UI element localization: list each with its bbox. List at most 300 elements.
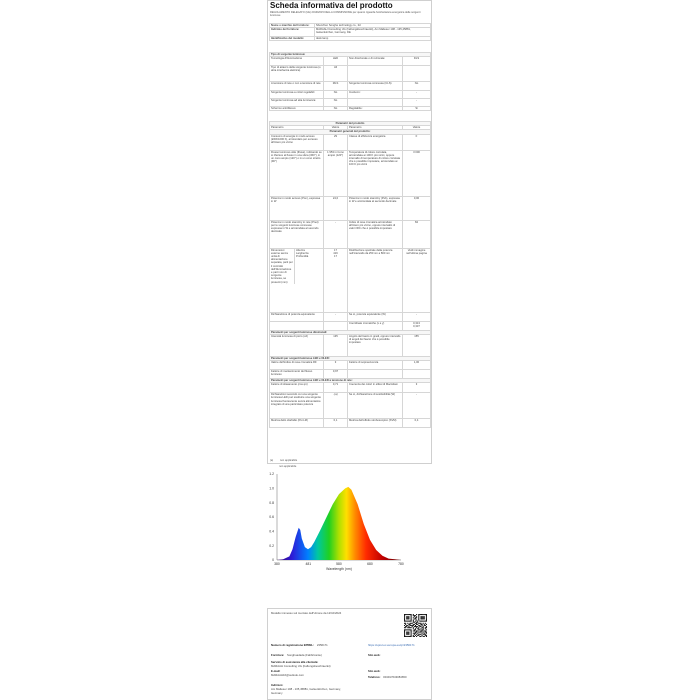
qr-module [420,621,421,622]
param-label2: Potenza in modo stand-by (Psb), espressa in W e arrotondata al secondo decimale [348,196,403,220]
led-value2: 1,00 [403,361,431,370]
qr-module [416,627,417,628]
qr-module [407,633,408,634]
qr-module [413,624,414,625]
qr-module [408,629,409,630]
qr-module [420,623,421,624]
qr-module [406,633,407,634]
qr-module [413,619,414,620]
qr-module [411,618,412,619]
mains-value: 0,1 [324,419,348,428]
chromaticity-y: 0,337 [413,324,420,328]
qr-module [405,627,406,628]
phone-row [368,676,407,679]
mains-value2: 0,4 [403,419,431,428]
qr-module [419,629,420,630]
qr-module [425,630,426,631]
qr-module [406,618,407,619]
qr-module [423,627,424,628]
x-ticks [274,562,404,566]
qr-module [424,618,425,619]
qr-module [423,617,424,618]
qr-module [406,632,407,633]
qr-module [414,616,415,617]
qr-module [417,622,418,623]
qr-module [424,621,425,622]
table-row [270,150,431,196]
email-label: E-mail: [271,669,281,673]
directional-label: Intensità luminosa di picco (cd) [270,334,324,356]
qr-module [409,627,410,628]
qr-module [411,615,412,616]
email-value[interactable]: MARAAH16@outlook.com [271,673,304,677]
supplier-name-label: Nome o marchio del fornitore: [270,24,315,28]
ls-value2-5: Si [403,107,431,111]
qr-module [405,629,406,630]
table-row [270,248,431,312]
qr-module [413,615,414,616]
qr-module [423,621,424,622]
qr-module [426,636,427,637]
qr-module [411,621,412,622]
qr-module [426,621,427,622]
qr-module [417,635,418,636]
qr-module [415,632,416,633]
qr-module [404,619,405,620]
qr-module [411,614,412,615]
qr-module [418,619,419,620]
param-value: - [324,220,348,248]
qr-module [411,634,412,635]
qr-module [414,634,415,635]
qr-module [423,614,424,615]
table-row [270,82,431,91]
qr-module [415,615,416,616]
qr-module [408,624,409,625]
equivalent-label2: Se sì, potenza equivalente (W) [348,312,403,321]
qr-module [404,632,405,633]
brand-row [271,654,322,657]
x-tick-label: 680 [367,562,373,566]
qr-module [415,623,416,624]
qr-module [407,629,408,630]
qr-module [416,636,417,637]
y-tick-label: 0.4 [269,529,274,534]
qr-module [420,632,421,633]
qr-module [408,632,409,633]
supplier-name-value: Shenzhen Songhe technology co., ltd [315,24,431,28]
qr-module [425,625,426,626]
qr-module [420,630,421,631]
qr-module [422,630,423,631]
qr-module [416,619,417,620]
directional-value: 135 [324,334,348,356]
qr-module [418,635,419,636]
param-value: 29 [324,134,348,150]
y-tick-label: 1.2 [269,472,274,477]
qr-module [416,624,417,625]
qr-module [406,634,407,635]
qr-module [411,617,412,618]
ls-label2-0: Non direzionale o di rezionale: [348,57,403,66]
column-header: Parametro [270,126,324,130]
ls-label-3: Sorgente luminosa a colori regolabili [270,91,324,99]
column-header: Valore [324,126,348,130]
qr-module [409,624,410,625]
qr-module [420,634,421,635]
dimensions-label: Dimensioni esterne senza unità di alimentazione separata, parti per il controllo dell'illuminazione e parti non di sorgente luminosa, se presenti (mm) [270,249,295,284]
qr-module [409,623,410,624]
ls-label2-5: Regolabile: [348,107,403,111]
qr-module [404,627,405,628]
qr-module [424,624,425,625]
table-row [270,321,431,330]
qr-module [424,625,425,626]
ls-label2-2: Sorgente luminosa connessa (CLS): [348,82,403,91]
qr-module [419,636,420,637]
table-row [270,134,431,150]
qr-module [408,621,409,622]
qr-module [426,633,427,634]
ls-value-2: MLS [324,82,348,91]
qr-module [407,618,408,619]
qr-module [418,632,419,633]
qr-module [422,618,423,619]
qr-module [406,614,407,615]
qr-module [422,625,423,626]
qr-module [411,619,412,620]
service-value: MARAAH Consulting UG (haftungsbeschraenkt) [271,664,331,668]
qr-module [420,628,421,629]
qr-module [418,614,419,615]
qr-module [424,616,425,617]
qr-module [404,621,405,622]
qr-module [419,634,420,635]
qr-module [424,636,425,637]
ls-label-2: A tensione di rete o non a tensione di rete [270,82,324,91]
table-row [270,334,431,356]
depth-label: Profondità [296,255,309,259]
y-tick-label: 0 [272,558,274,563]
general-header: Parametri generali del prodotto: [270,130,431,134]
qr-module [405,626,406,627]
param-label: Flusso luminoso utile (Φuse), indicando se si riferisce al flusso in una sfera (360°), in un cono ampio (120°) o in un cono stretto (90°) [270,150,324,196]
equivalent-label: Dichiarazione di potenza equivalente [270,312,324,321]
qr-module [419,625,420,626]
light-source-table [269,52,431,111]
ls-value-3: No [324,91,348,99]
reg-label: Numero di registrazione EPREL: [271,643,315,647]
mains-value2: - [403,393,431,419]
qr-module [420,626,421,627]
reg-link[interactable]: https://eprel.ec.europa.eu/qr/2356171 [368,643,415,647]
qr-module [404,636,405,637]
qr-module [419,632,420,633]
qr-module [413,625,414,626]
qr-module [413,630,414,631]
param-value: 1 953 in Cono ampio (120°) [324,150,348,196]
qr-module [415,626,416,627]
qr-module [411,625,412,626]
qr-module [413,614,414,615]
qr-module [404,623,405,624]
qr-module [416,634,417,635]
qr-module [424,630,425,631]
qr-module [418,634,419,635]
qr-module [417,633,418,634]
qr-module [416,617,417,618]
parameters-table [269,121,431,428]
led-label2 [348,370,403,379]
led-value2 [403,370,431,379]
qr-module [426,629,427,630]
parameters-header: Parametri del prodotto [270,122,431,126]
qr-module [414,624,415,625]
qr-module [413,633,414,634]
ls-value2-4: - [403,99,431,107]
x-axis-label: Wavelength (nm) [326,567,352,571]
qr-module [404,633,405,634]
table-row [270,419,431,428]
qr-module [411,632,412,633]
footnote-mark: (a) [270,459,274,462]
model-value: desk lamp [315,37,431,41]
equivalent-value: - [324,312,348,321]
ls-value2-0: DLS [403,57,431,66]
y-tick-label: 0.2 [269,543,274,548]
qr-module [417,630,418,631]
qr-module [422,614,423,615]
qr-module [411,629,412,630]
width-label: Larghezza [296,251,309,255]
param-value2: 3 000 [403,150,431,196]
supplier-address-value: MARAAH Consulting UG (haftungsbeschraenkt), Am Malteser 108 - 135,45881, Gelsenkirchen, Germany, DE [315,28,431,37]
led-header: Parametri per sorgenti luminose LED e OLED: [270,356,431,360]
qr-module [424,614,425,615]
ls-label-4: Sorgente luminosa ad alta luminanza: [270,99,324,107]
qr-module [404,635,405,636]
qr-module [416,622,417,623]
qr-module [409,621,410,622]
qr-module [413,617,414,618]
qr-module [420,624,421,625]
spectral-label: Distribuzione spettrale della potenza nell'intervallo da 250 nm a 800 nm [348,248,403,312]
param-value2: 0,00 [403,196,431,220]
qr-module [419,621,420,622]
qr-module [411,616,412,617]
phone-value: 004917643084650 [383,675,407,679]
qr-module [423,618,424,619]
qr-module [425,614,426,615]
led-value: 3 [324,361,348,370]
qr-module [416,632,417,633]
qr-module [424,633,425,634]
light-source-header: Tipo di sorgente luminosa: [270,53,431,57]
qr-module [404,634,405,635]
qr-module [426,619,427,620]
qr-module [406,616,407,617]
param-value2: F [403,134,431,150]
table-row [270,99,431,107]
qr-module [411,627,412,628]
qr-module [425,621,426,622]
qr-module [420,614,421,615]
qr-module [414,636,415,637]
qr-module [424,617,425,618]
qr-module [417,628,418,629]
qr-module [423,628,424,629]
qr-module [418,623,419,624]
qr-module [418,627,419,628]
qr-module [411,635,412,636]
footnote [270,459,297,462]
addr-label: Indirizzo: [271,683,284,687]
qr-module [404,617,405,618]
qr-module [412,626,413,627]
qr-module [404,615,405,616]
dimensions-cell [270,248,324,312]
mains-header: Parametri per sorgenti luminose LED e OLED a tensione di rete: [270,379,431,383]
qr-module [426,615,427,616]
dimensions-values [324,248,348,312]
qr-module [409,614,410,615]
supplier-table [269,23,431,41]
param-label: Potenza in modo acceso (Pon), espressa in W [270,196,324,220]
y-tick-label: 1.0 [269,486,274,491]
mains-value: 0,71 [324,383,348,393]
table-row [270,370,431,379]
qr-module [418,628,419,629]
table-row [270,107,431,111]
qr-module [407,621,408,622]
qr-module [407,617,408,618]
qr-module [423,616,424,617]
qr-module [405,636,406,637]
chromaticity-values [403,321,431,330]
qr-module [426,614,427,615]
qr-module [419,614,420,615]
qr-module [414,615,415,616]
qr-module [408,633,409,634]
qr-module [422,621,423,622]
empty-cell [324,321,348,330]
qr-module [413,628,414,629]
column-header: Valore [403,126,431,130]
qr-module [406,625,407,626]
table-row [270,220,431,248]
qr-module [418,618,419,619]
qr-module [418,615,419,616]
qr-module [425,634,426,635]
qr-module [426,616,427,617]
qr-module [418,629,419,630]
qr-module [408,616,409,617]
spectral-value: Vedi immagine nell'ultima pagina [403,248,431,312]
qr-module [407,625,408,626]
qr-module [404,629,405,630]
led-label: Valore dell'indice di resa cromatica R9 [270,361,324,370]
qr-module [425,623,426,624]
qr-module [415,628,416,629]
qr-module [423,634,424,635]
qr-module [414,618,415,619]
mains-label: Metrica dello sfarfallio (Pst LM) [270,419,324,428]
qr-module [417,626,418,627]
ls-label2-1 [348,66,403,82]
qr-module [409,629,410,630]
width-value: 416 [333,251,338,255]
ls-label-0: Tecnologia d'illuminazione [270,57,324,66]
table-row [270,196,431,220]
qr-module [415,618,416,619]
qr-module [415,625,416,626]
qr-module [422,629,423,630]
qr-module [407,634,408,635]
qr-module [426,617,427,618]
ls-value-5: No [324,107,348,111]
qr-code-icon[interactable] [404,614,427,637]
qr-module [426,618,427,619]
qr-module [408,614,409,615]
qr-module [409,625,410,626]
qr-module [404,616,405,617]
param-label2: Indice di resa cromatica arrotondato all'intero più vicino, oppure intervallo di valori IRC che è possibile impostare [348,220,403,248]
qr-module [414,629,415,630]
qr-module [420,616,421,617]
qr-module [418,617,419,618]
qr-module [413,622,414,623]
ls-value-1: All [324,66,348,82]
qr-module [411,633,412,634]
qr-module [424,634,425,635]
reg-row [271,644,328,647]
qr-module [425,632,426,633]
document-title: Scheda informativa del prodotto [270,1,393,10]
qr-module [415,635,416,636]
ls-label2-4 [348,99,403,107]
y-ticks [269,472,274,562]
qr-module [404,625,405,626]
qr-module [408,634,409,635]
equivalent-value2: - [403,312,431,321]
ls-value-0: LED [324,57,348,66]
x-tick-label: 481 [305,562,312,566]
ls-value-4: No [324,99,348,107]
qr-module [408,626,409,627]
table-row [270,28,431,37]
table-row [270,66,431,82]
directional-label2: Angolo del fascio in gradi, oppure intervallo di angoli del fascio che è possibile impostare [348,334,403,356]
brand-value: Songhuadada (Fabbricante) [287,653,322,657]
mains-label2: Se sì, dichiarazione di sostituibilità (W) [348,393,403,419]
chromaticity-label: Coordinate cromatiche (x e y) [348,321,403,330]
qr-module [407,623,408,624]
qr-module [414,633,415,634]
qr-module [426,624,427,625]
qr-module [411,636,412,637]
qr-module [409,636,410,637]
qr-module [415,633,416,634]
mains-value2: 3 [403,383,431,393]
directional-value2: 155 [403,334,431,356]
table-row [270,361,431,370]
qr-module [420,617,421,618]
qr-module [416,616,417,617]
spectral-chart [261,468,411,574]
x-tick-label: 580 [336,562,342,566]
directional-header: Parametri per sorgenti luminose direzionali: [270,330,431,334]
qr-module [406,629,407,630]
